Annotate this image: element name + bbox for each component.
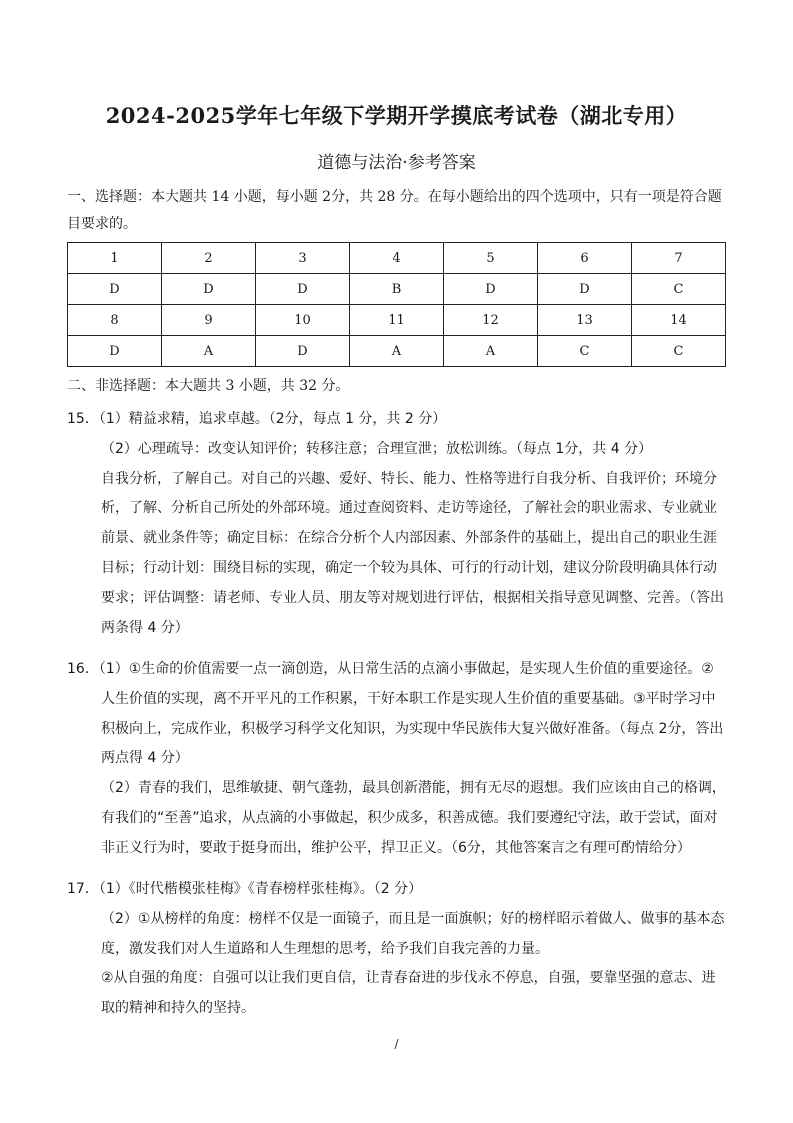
table-cell: 8 bbox=[68, 305, 162, 336]
table-cell: D bbox=[68, 274, 162, 305]
table-cell: 10 bbox=[256, 305, 350, 336]
question-17-answer bbox=[67, 875, 727, 1024]
table-cell: A bbox=[162, 336, 256, 367]
table-cell: 11 bbox=[350, 305, 444, 336]
table-cell: 12 bbox=[444, 305, 538, 336]
table-cell: C bbox=[632, 336, 726, 367]
q16-part2: （2）青春的我们，思维敏捷、朝气蓬勃，最具创新潜能，拥有无尽的遐想。我们应该由自己的格调，有我们的“至善”追求，从点滴的小事做起，积少成多，积善成德。我们要遵纪守法，敢于尝试，面对非正义行为时，要敢于挺身而出，维护公平，捍卫正义。（6分，其他答案言之有理可酌情给分） bbox=[101, 780, 726, 856]
table-cell: D bbox=[444, 274, 538, 305]
table-cell: D bbox=[538, 274, 632, 305]
table-cell: 1 bbox=[68, 243, 162, 274]
q15-part2-detail: 自我分析，了解自己。对自己的兴趣、爱好、特长、能力、性格等进行自我分析、自我评价；环境分析，了解、分析自己所处的外部环境。通过查阅资料、走访等途径，了解社会的职业需求、专业就业前景、就业条件等；确定目标：在综合分析个人内部因素、外部条件的基础上，提出自己的职业生涯目标；行动计划：围绕目标的实现，确定一个较为具体、可行的行动计划，建议分阶段明确具体行动要求；评估调整：请老师、专业人员、朋友等对规划进行评估，根据相关指导意见调整、完善。（答出两条得 4 分） bbox=[101, 470, 724, 636]
table-cell: D bbox=[256, 336, 350, 367]
table-row bbox=[68, 274, 726, 305]
question-16-answer bbox=[67, 655, 727, 864]
exam-subtitle: 道德与法治·参考答案 bbox=[317, 153, 476, 173]
table-cell: 6 bbox=[538, 243, 632, 274]
table-cell: A bbox=[350, 336, 444, 367]
table-cell: C bbox=[538, 336, 632, 367]
table-cell: 13 bbox=[538, 305, 632, 336]
table-cell: D bbox=[162, 274, 256, 305]
table-row bbox=[68, 243, 726, 274]
q15-part1: 15．（1）精益求精，追求卓越。（2分，每点 1 分，共 2 分） bbox=[67, 411, 447, 427]
table-row bbox=[68, 336, 726, 367]
table-cell: D bbox=[68, 336, 162, 367]
q15-part2: （2）心理疏导：改变认知评价；转移注意；合理宣泄；放松训练。（每点 1分，共 4 分） bbox=[101, 440, 653, 457]
table-cell: 14 bbox=[632, 305, 726, 336]
answer-table bbox=[67, 242, 726, 367]
table-cell: 3 bbox=[256, 243, 350, 274]
page-footer: / bbox=[394, 1037, 399, 1051]
table-cell: 2 bbox=[162, 243, 256, 274]
section-choice-heading: 一、选择题：本大题共 14 小题，每小题 2分，共 28 分。在每小题给出的四个选项中，只有一项是符合题目要求的。 bbox=[67, 189, 722, 232]
table-row bbox=[68, 305, 726, 336]
table-cell: 9 bbox=[162, 305, 256, 336]
table-cell: 7 bbox=[632, 243, 726, 274]
section-nonchoice-heading: 二、非选择题：本大题共 3 小题，共 32 分。 bbox=[67, 378, 350, 394]
table-cell: A bbox=[444, 336, 538, 367]
exam-title: 2024-2025学年七年级下学期开学摸底考试卷（湖北专用） bbox=[105, 103, 688, 128]
table-cell: B bbox=[350, 274, 444, 305]
question-15-answer bbox=[67, 405, 727, 643]
q16-part1: 16．（1）①生命的价值需要一点一滴创造，从日常生活的点滴小事做起，是实现人生价值的重要途径。②人生价值的实现，离不开平凡的工作积累，干好本职工作是实现人生价值的重要基础。③平时学习中积极向上，完成作业，积极学习科学文化知识，为实现中华民族伟大复兴做好准备。（每点 2分，答出两点得 4 分） bbox=[67, 661, 724, 767]
q17-part1: 17．（1）《时代楷模张桂梅》《青春榜样张桂梅》。（2 分） bbox=[67, 881, 423, 897]
q17-part2: （2）①从榜样的角度：榜样不仅是一面镜子，而且是一面旗帜；好的榜样昭示着做人、做事的基本态度，激发我们对人生道路和人生理想的思考，给予我们自我完善的力量。 bbox=[101, 910, 725, 957]
table-cell: 4 bbox=[350, 243, 444, 274]
table-cell: C bbox=[632, 274, 726, 305]
q17-part2-continued: ②从自强的角度：自强可以让我们更自信，让青春奋进的步伐永不停息，自强，要靠坚强的意志、进取的精神和持久的坚持。 bbox=[101, 970, 716, 1017]
table-cell: D bbox=[256, 274, 350, 305]
table-cell: 5 bbox=[444, 243, 538, 274]
